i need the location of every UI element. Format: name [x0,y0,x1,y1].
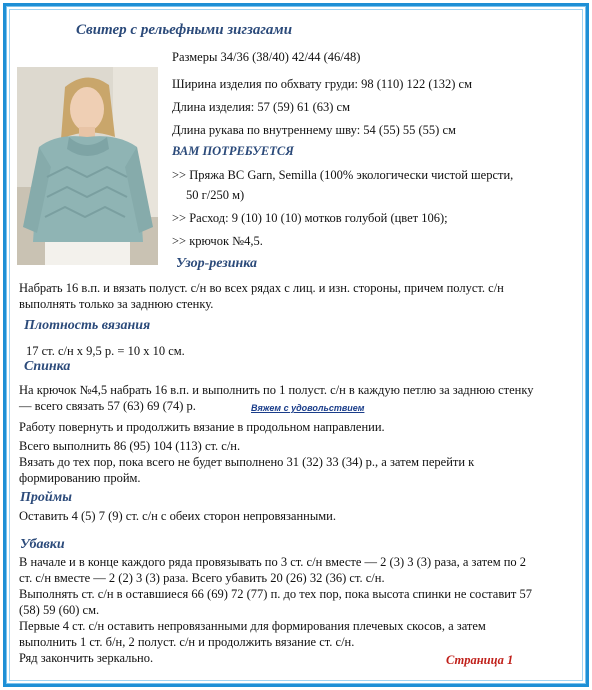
back-line-5: Вязать до тех пор, пока всего не будет выполнено 31 (32) 33 (34) р., а затем перейти к [19,455,475,469]
gauge-heading: Плотность вязания [24,318,151,333]
back-line-6: формированию пройм. [19,471,141,485]
site-link[interactable]: Вяжем с удовольствием [251,403,365,413]
rib-text [19,280,504,312]
back-line-2: — всего связать 57 (63) 69 (74) р. [19,399,196,413]
armholes-heading: Проймы [20,490,72,505]
sizes-line: Размеры 34/36 (38/40) 42/44 (46/48) [172,50,361,64]
decreases-line-3: Выполнять ст. с/н в оставшиеся 66 (69) 72 (77) п. до тех пор, пока высота спинки не составит 57 [19,587,533,601]
decreases-line-2: ст. с/н вместе — 2 (2) 3 (3) раза. Всего убавить 20 (26) 32 (36) ст. с/н. [19,571,385,585]
back-line-4: Всего выполнить 86 (95) 104 (113) ст. с/н. [19,439,241,453]
length-line: Длина изделия: 57 (59) 61 (63) см [172,100,351,114]
decreases-line-4: (58) 59 (60) см. [19,603,100,617]
rib-line-1: Набрать 16 в.п. и вязать полуст. с/н во всех рядах с лиц. и изн. стороны, причем полуст. с/н [19,281,504,295]
yarn-line-1: >> Пряжа BC Garn, Semilla (100% экологически чистой шерсти, [172,168,514,182]
back-line-1: На крючок №4,5 набрать 16 в.п. и выполнить по 1 полуст. с/н в каждую петлю за заднюю стенку [19,383,534,397]
yarn-line-2: 50 г/250 м) [186,188,245,202]
model-illustration [17,67,158,265]
decreases-heading: Убавки [20,537,65,552]
decreases-line-7: Ряд закончить зеркально. [19,651,154,665]
document-title: Свитер с рельефными зигзагами [76,22,293,38]
materials-heading: ВАМ ПОТРЕБУЕТСЯ [172,144,294,158]
page-number: Страница 1 [446,653,514,667]
model-photo [17,67,158,265]
usage-line: >> Расход: 9 (10) 10 (10) мотков голубой (цвет 106); [172,211,448,225]
hook-line: >> крючок №4,5. [172,234,263,248]
decreases-text [19,554,532,666]
gauge-text: 17 ст. с/н х 9,5 р. = 10 х 10 см. [26,344,185,358]
back-line-3: Работу повернуть и продолжить вязание в продольном направлении. [19,420,385,434]
decreases-line-1: В начале и в конце каждого ряда провязывать по 3 ст. с/н вместе — 2 (3) 3 (3) раза, а затем по 2 [19,555,527,569]
decreases-line-5: Первые 4 ст. с/н оставить непровязанными для формирования плечевых скосов, а затем [19,619,486,633]
back-text-b [19,438,474,486]
armholes-text: Оставить 4 (5) 7 (9) ст. с/н с обеих сторон непровязанными. [19,509,336,523]
rib-heading: Узор-резинка [176,256,258,271]
rib-line-2: выполнять только за заднюю стенку. [19,297,214,311]
back-heading: Спинка [24,359,71,374]
width-line: Ширина изделия по обхвату груди: 98 (110) 122 (132) см [172,77,473,91]
sleeve-line: Длина рукава по внутреннему шву: 54 (55) 55 (55) см [172,123,456,137]
decreases-line-6: выполнить 1 ст. б/н, 2 полуст. с/н и продолжить вязание ст. с/н. [19,635,355,649]
